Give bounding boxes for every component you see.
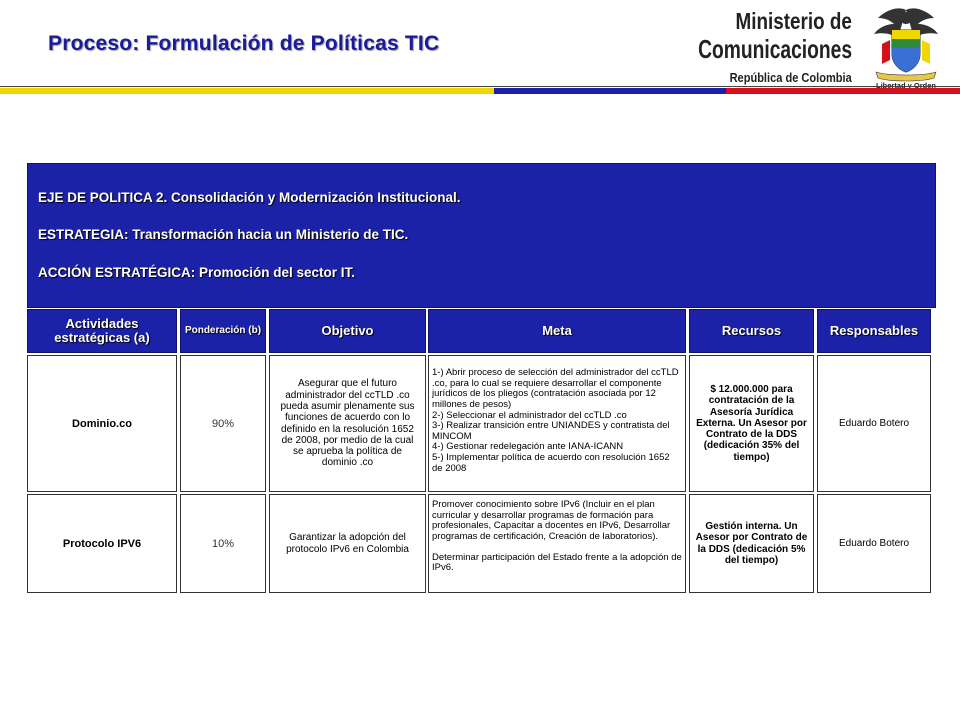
meta-item: Promover conocimiento sobre IPv6 (Incluir en el plan curricular y desarrollar programas de formación para profesionales, Capacitar a docentes en IPv6, Desarrollar programas de certificación, Creación de laboratorios). — [432, 499, 671, 542]
column-header-ponderacion: Ponderación (b) — [180, 309, 266, 353]
meta-item: 3-) Realizar transición entre UNIANDES y contratista del MINCOM — [432, 420, 670, 442]
table-row-recursos: Gestión interna. Un Asesor por Contrato de la DDS (dedicación 5% del tiempo) — [689, 494, 814, 593]
meta-item — [432, 543, 682, 553]
stripe-yellow — [0, 88, 494, 94]
table-row-meta — [428, 494, 686, 593]
meta-item: 4-) Gestionar redelegación ante IANA-ICANN — [432, 441, 624, 453]
table-row-meta — [428, 355, 686, 492]
table-row-ponderacion: 10% — [180, 494, 266, 593]
page-title: Proceso: Formulación de Políticas TIC — [48, 32, 440, 55]
column-header-objetivo: Objetivo — [269, 309, 426, 353]
table-row-actividad: Dominio.co — [27, 355, 177, 492]
estrategia: ESTRATEGIA: Transformación hacia un Ministerio de TIC. — [38, 227, 409, 242]
logo-line-ministerio: Ministerio de — [735, 8, 852, 34]
ministry-logo — [692, 4, 952, 88]
stripe-red — [726, 88, 960, 94]
meta-item: 5-) Implementar política de acuerdo con resolución 1652 de 2008 — [432, 452, 670, 474]
meta-item: 1-) Abrir proceso de selección del administrador del ccTLD .co, para lo cual se requiere desarrollar el componente jurídicos de los pliegos (contratación asociada por 12 millones de pesos) — [432, 367, 679, 410]
eje-politica: EJE DE POLITICA 2. Consolidación y Modernización Institucional. — [38, 190, 461, 205]
column-header-recursos: Recursos — [689, 309, 814, 353]
column-header-meta: Meta — [428, 309, 686, 353]
accion-estrategica: ACCIÓN ESTRATÉGICA: Promoción del sector IT. — [38, 265, 356, 280]
header-divider — [0, 86, 960, 87]
table-row-ponderacion: 90% — [180, 355, 266, 492]
table-row-objetivo: Garantizar la adopción del protocolo IPv6 en Colombia — [269, 494, 426, 593]
meta-item: 2-) Seleccionar el administrador del ccTLD .co — [432, 409, 627, 421]
coat-of-arms-icon — [868, 4, 944, 90]
table-row-responsables: Eduardo Botero — [817, 355, 931, 492]
meta-item: Determinar participación del Estado frente a la adopción de IPv6. — [432, 551, 682, 574]
logo-line-comunicaciones: Comunicaciones — [698, 34, 852, 64]
table-row-responsables: Eduardo Botero — [817, 494, 931, 593]
policy-header-box — [27, 163, 936, 308]
column-header-actividades: Actividades estratégicas (a) — [27, 309, 177, 353]
stripe-blue — [494, 88, 726, 94]
logo-line-republica: República de Colombia — [729, 70, 852, 85]
table-row-objetivo: Asegurar que el futuro administrador del ccTLD .co pueda asumir plenamente sus funciones de acuerdo con lo definido en la resolución 1652 de 2008, por medio de la cual se aprueba la política de dominio .co — [269, 355, 426, 492]
table-row-recursos: $ 12.000.000 para contratación de la Asesoría Jurídica Externa. Un Asesor por Contrato de la DDS (dedicación 35% del tiempo) — [689, 355, 814, 492]
table-row-actividad: Protocolo IPV6 — [27, 494, 177, 593]
column-header-responsables: Responsables — [817, 309, 931, 353]
